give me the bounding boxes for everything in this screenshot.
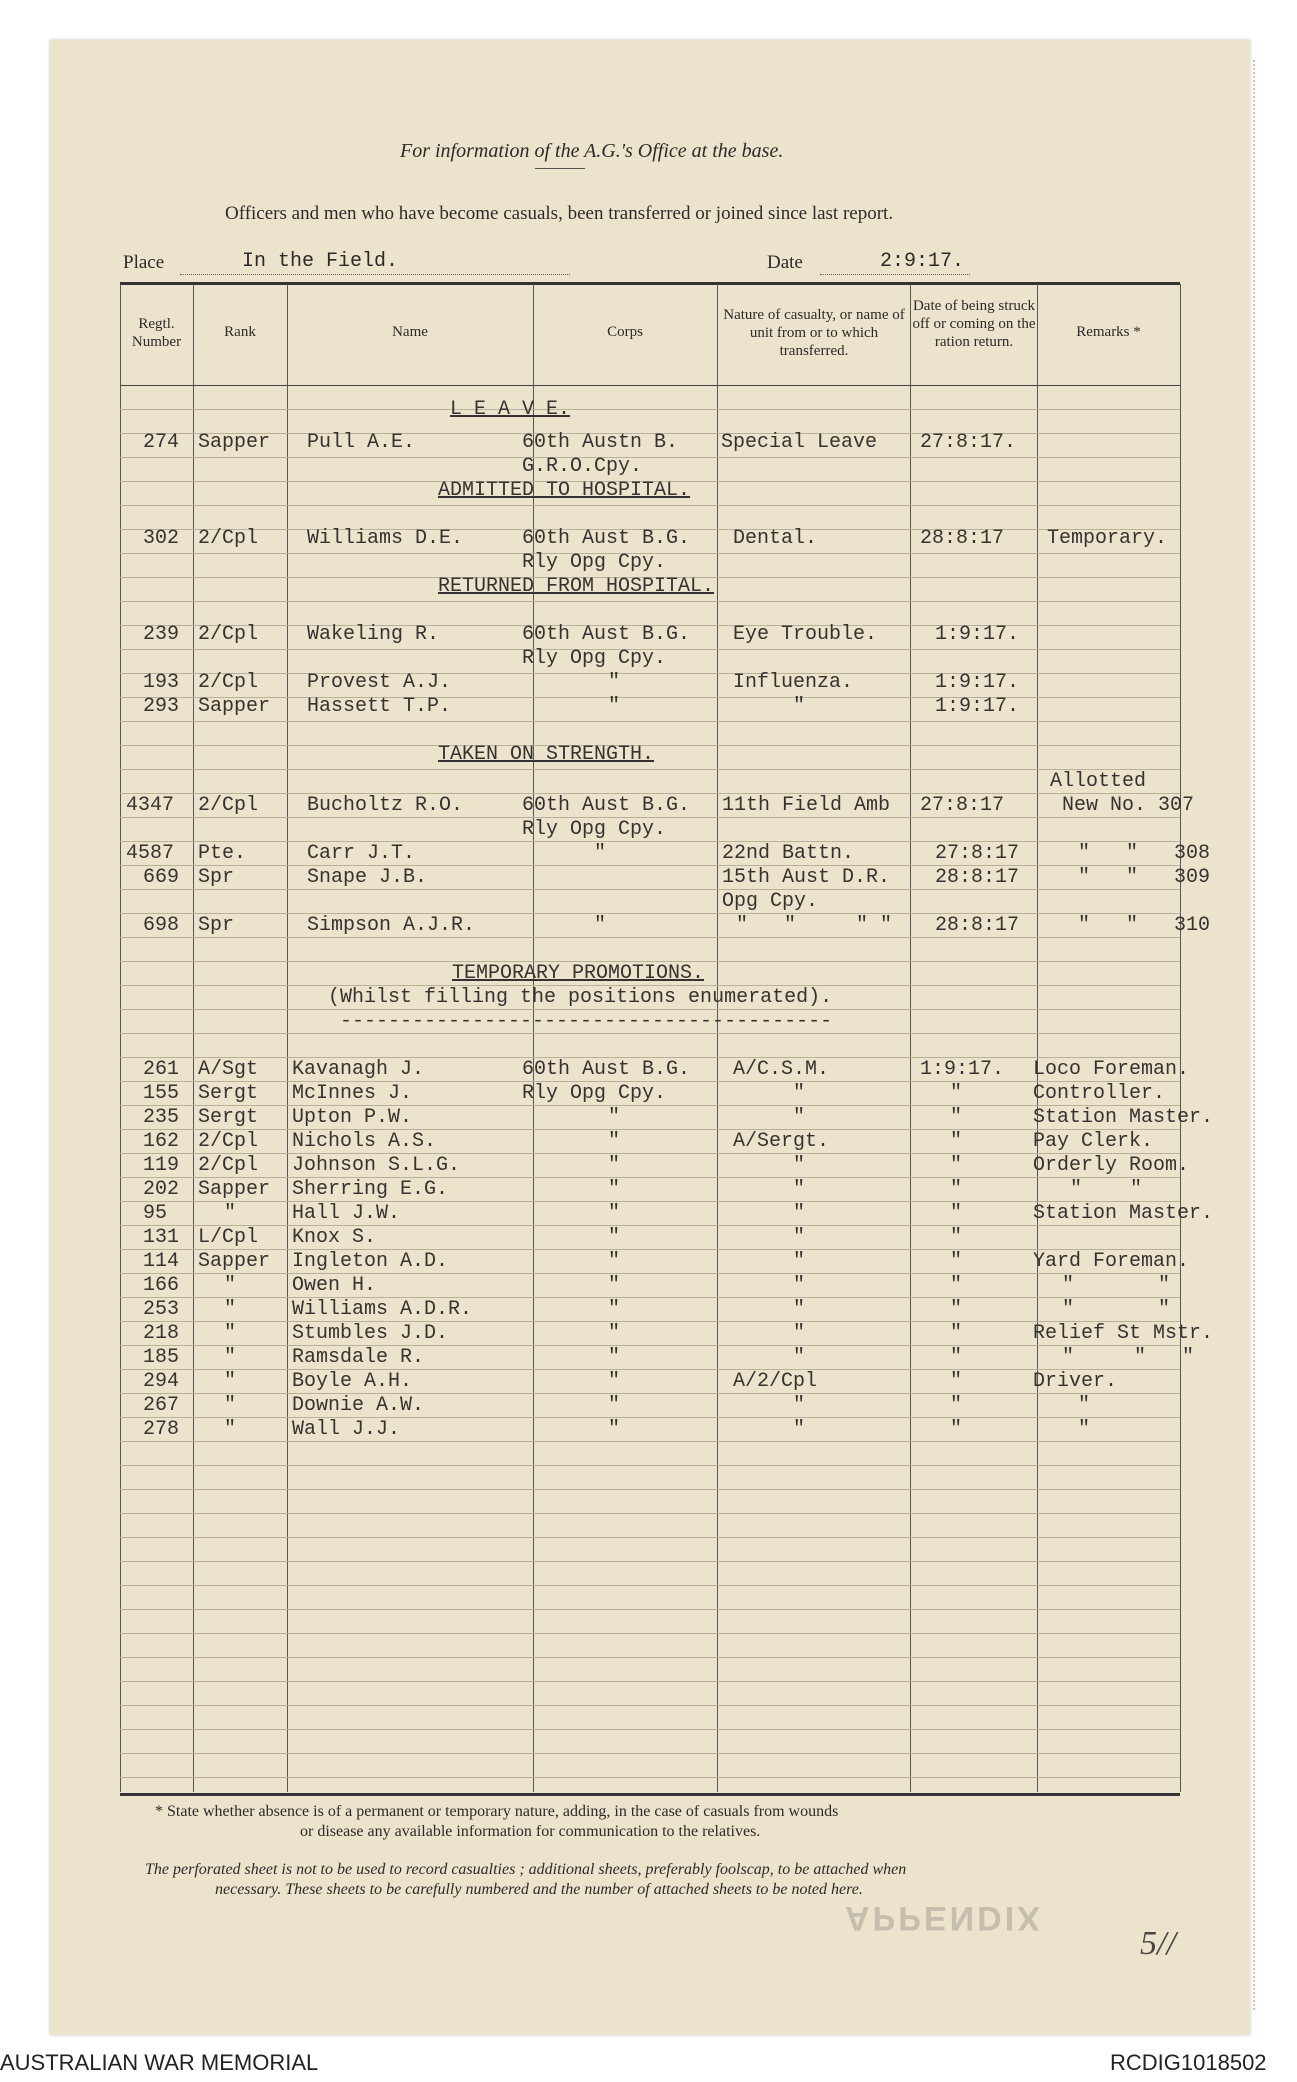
section-heading: L E A V E. bbox=[450, 398, 571, 421]
handwritten-mark: 5// bbox=[1140, 1925, 1176, 1962]
ruled-line bbox=[120, 1153, 1180, 1154]
entry-cell: Ingleton A.D. bbox=[292, 1250, 449, 1273]
entry-cell: Station Master. bbox=[1033, 1202, 1214, 1225]
entry-cell: 27:8:17. bbox=[920, 431, 1017, 454]
entry-cell: Opg Cpy. bbox=[722, 890, 819, 913]
entry-cell: " bbox=[608, 1106, 621, 1129]
entry-cell: " bbox=[608, 1202, 621, 1225]
entry-cell: Nichols A.S. bbox=[292, 1130, 437, 1153]
form-subheading: Officers and men who have become casuals, been transferred or joined since last report. bbox=[225, 203, 894, 224]
entry-cell: 278 bbox=[143, 1418, 180, 1441]
entry-cell: 1:9:17. bbox=[935, 623, 1020, 646]
entry-cell: 22nd Battn. bbox=[722, 842, 855, 865]
entry-cell: Ramsdale R. bbox=[292, 1346, 425, 1369]
entry-cell: 669 bbox=[143, 866, 180, 889]
entry-cell: 185 bbox=[143, 1346, 180, 1369]
entry-cell: " bbox=[1078, 1394, 1091, 1417]
entry-cell: A/C.S.M. bbox=[733, 1058, 830, 1081]
entry-cell: " bbox=[793, 1298, 806, 1321]
entry-cell: Williams D.E. bbox=[307, 527, 464, 550]
footnote-state: * State whether absence is of a permanent or temporary nature, adding, in the case of casuals from wounds bbox=[155, 1803, 839, 1820]
entry-cell: 1:9:17. bbox=[935, 671, 1020, 694]
entry-cell: " bbox=[950, 1274, 963, 1297]
entry-cell: Owen H. bbox=[292, 1274, 377, 1297]
entry-cell: " bbox=[224, 1346, 237, 1369]
entry-cell: " bbox=[793, 1418, 806, 1441]
date-value: 2:9:17. bbox=[880, 250, 965, 273]
ruled-line bbox=[120, 1537, 1180, 1538]
entry-cell: " bbox=[950, 1370, 963, 1393]
ruled-line bbox=[120, 697, 1180, 698]
entry-cell: " " bbox=[1062, 1274, 1171, 1297]
column-header-rank: Rank bbox=[224, 324, 256, 340]
entry-cell: Pay Clerk. bbox=[1033, 1130, 1154, 1153]
entry-cell: Williams A.D.R. bbox=[292, 1298, 473, 1321]
entry-cell: A/Sergt. bbox=[733, 1130, 830, 1153]
ruled-line bbox=[120, 1201, 1180, 1202]
entry-cell: " bbox=[608, 1322, 621, 1345]
entry-cell: Carr J.T. bbox=[307, 842, 416, 865]
ruled-line bbox=[120, 1105, 1180, 1106]
entry-cell: 2/Cpl bbox=[198, 1130, 259, 1153]
entry-cell: 1:9:17. bbox=[935, 695, 1020, 718]
entry-cell: Wakeling R. bbox=[307, 623, 440, 646]
entry-cell: New No. 307 bbox=[1062, 794, 1195, 817]
entry-cell: " bbox=[608, 671, 621, 694]
entry-cell: " bbox=[950, 1178, 963, 1201]
entry-cell: 2/Cpl bbox=[198, 794, 259, 817]
entry-cell: Station Master. bbox=[1033, 1106, 1214, 1129]
table-top-rule bbox=[120, 282, 1180, 285]
entry-cell: " bbox=[950, 1082, 963, 1105]
entry-cell: Johnson S.L.G. bbox=[292, 1154, 461, 1177]
entry-cell: " " 310 bbox=[1078, 914, 1211, 937]
entry-cell: Relief St Mstr. bbox=[1033, 1322, 1214, 1345]
column-divider bbox=[287, 284, 288, 1792]
entry-cell: 4347 bbox=[126, 794, 175, 817]
entry-cell: " bbox=[793, 1202, 806, 1225]
entry-cell: 193 bbox=[143, 671, 180, 694]
ruled-line bbox=[120, 1609, 1180, 1610]
ruled-line bbox=[120, 1225, 1180, 1226]
entry-cell: Provest A.J. bbox=[307, 671, 452, 694]
date-label: Date bbox=[767, 252, 803, 273]
ruled-line bbox=[120, 1129, 1180, 1130]
entry-cell: " bbox=[594, 914, 607, 937]
entry-cell: " bbox=[793, 1106, 806, 1129]
ruled-line bbox=[120, 1465, 1180, 1466]
entry-cell: 114 bbox=[143, 1250, 180, 1273]
entry-cell: " bbox=[608, 1130, 621, 1153]
entry-cell: Sapper bbox=[198, 1178, 271, 1201]
section-heading: TEMPORARY PROMOTIONS. bbox=[452, 962, 705, 985]
entry-cell: " bbox=[608, 1274, 621, 1297]
entry-cell: A/2/Cpl bbox=[733, 1370, 818, 1393]
entry-cell: " bbox=[608, 1154, 621, 1177]
entry-cell: 155 bbox=[143, 1082, 180, 1105]
place-dotted-line bbox=[180, 274, 570, 275]
ruled-line bbox=[120, 1297, 1180, 1298]
entry-cell: " bbox=[950, 1322, 963, 1345]
entry-cell: 218 bbox=[143, 1322, 180, 1345]
entry-cell: " bbox=[950, 1394, 963, 1417]
entry-cell: " " 309 bbox=[1078, 866, 1211, 889]
entry-cell: 95 bbox=[143, 1202, 168, 1225]
entry-cell: 235 bbox=[143, 1106, 180, 1129]
entry-cell: 4587 bbox=[126, 842, 175, 865]
entry-cell: Eye Trouble. bbox=[733, 623, 878, 646]
entry-cell: Snape J.B. bbox=[307, 866, 428, 889]
entry-cell: 302 bbox=[143, 527, 180, 550]
table-bottom-rule bbox=[120, 1793, 1180, 1796]
entry-cell: " " bbox=[1070, 1178, 1143, 1201]
entry-cell: " " 308 bbox=[1078, 842, 1211, 865]
entry-cell: " bbox=[950, 1298, 963, 1321]
ruled-line bbox=[120, 769, 1180, 770]
entry-cell: " bbox=[950, 1346, 963, 1369]
entry-cell: Sapper bbox=[198, 431, 271, 454]
entry-cell: Kavanagh J. bbox=[292, 1058, 425, 1081]
ruled-line bbox=[120, 865, 1180, 866]
entry-cell: Stumbles J.D. bbox=[292, 1322, 449, 1345]
ruled-line bbox=[120, 913, 1180, 914]
info-heading: For information of the A.G.'s Office at the base. bbox=[400, 140, 784, 162]
entry-cell: Sergt bbox=[198, 1082, 259, 1105]
entry-cell: " bbox=[608, 1226, 621, 1249]
ruled-line bbox=[120, 1657, 1180, 1658]
entry-cell: Wall J.J. bbox=[292, 1418, 401, 1441]
ruled-line bbox=[120, 1489, 1180, 1490]
entry-cell: " bbox=[224, 1274, 237, 1297]
ruled-line bbox=[120, 1273, 1180, 1274]
entry-cell: 162 bbox=[143, 1130, 180, 1153]
entry-cell: ----------------------------------------- bbox=[340, 1010, 833, 1033]
entry-cell: Dental. bbox=[733, 527, 818, 550]
entry-cell: 27:8:17 bbox=[935, 842, 1020, 865]
entry-cell: " bbox=[224, 1418, 237, 1441]
ruled-line bbox=[120, 1633, 1180, 1634]
entry-cell: " bbox=[608, 1418, 621, 1441]
entry-cell: " bbox=[950, 1226, 963, 1249]
ruled-line bbox=[120, 1777, 1180, 1778]
entry-cell: Temporary. bbox=[1047, 527, 1168, 550]
entry-cell: " bbox=[950, 1106, 963, 1129]
ruled-line bbox=[120, 1393, 1180, 1394]
entry-cell: (Whilst filling the positions enumerated). bbox=[328, 986, 833, 1009]
entry-cell: Sherring E.G. bbox=[292, 1178, 449, 1201]
entry-cell: Knox S. bbox=[292, 1226, 377, 1249]
entry-cell: " bbox=[224, 1298, 237, 1321]
entry-cell: Simpson A.J.R. bbox=[307, 914, 476, 937]
entry-cell: " bbox=[608, 1370, 621, 1393]
entry-cell: 293 bbox=[143, 695, 180, 718]
ruled-line bbox=[120, 1585, 1180, 1586]
entry-cell: Pte. bbox=[198, 842, 247, 865]
column-header-nature: Nature of casualty, or name of unit from or to which transferred. bbox=[723, 307, 905, 359]
ruled-line bbox=[120, 1753, 1180, 1754]
ruled-line bbox=[120, 1705, 1180, 1706]
entry-cell: Hall J.W. bbox=[292, 1202, 401, 1225]
ruled-line bbox=[120, 1417, 1180, 1418]
entry-cell: Yard Foreman. bbox=[1033, 1250, 1190, 1273]
ruled-line bbox=[120, 889, 1180, 890]
entry-cell: 11th Field Amb bbox=[722, 794, 891, 817]
ruled-line bbox=[120, 1729, 1180, 1730]
entry-cell: " bbox=[594, 842, 607, 865]
entry-cell: Influenza. bbox=[733, 671, 854, 694]
ruled-line bbox=[120, 1369, 1180, 1370]
entry-cell: 131 bbox=[143, 1226, 180, 1249]
entry-cell: Allotted bbox=[1050, 770, 1147, 793]
ruled-line bbox=[120, 601, 1180, 602]
ruled-line bbox=[120, 1033, 1180, 1034]
entry-cell: " bbox=[950, 1130, 963, 1153]
entry-cell: 2/Cpl bbox=[198, 671, 259, 694]
entry-cell: " bbox=[793, 1346, 806, 1369]
entry-cell: Upton P.W. bbox=[292, 1106, 413, 1129]
entry-cell: Special Leave bbox=[721, 431, 878, 454]
section-heading: ADMITTED TO HOSPITAL. bbox=[438, 479, 691, 502]
entry-cell: 1:9:17. bbox=[920, 1058, 1005, 1081]
entry-cell: 2/Cpl bbox=[198, 623, 259, 646]
column-header-name: Name bbox=[392, 324, 428, 340]
entry-cell: Driver. bbox=[1033, 1370, 1118, 1393]
entry-cell: " bbox=[1078, 1418, 1091, 1441]
footnote-state-continued: or disease any available information for communication to the relatives. bbox=[300, 1823, 761, 1840]
entry-cell: " " bbox=[1062, 1298, 1171, 1321]
entry-cell: Rly Opg Cpy. bbox=[522, 1082, 667, 1105]
entry-cell: 28:8:17 bbox=[920, 527, 1005, 550]
entry-cell: " bbox=[224, 1202, 237, 1225]
appendix-stamp: APPENDIX bbox=[845, 1899, 1043, 1937]
entry-cell: Rly Opg Cpy. bbox=[522, 818, 667, 841]
entry-cell: Boyle A.H. bbox=[292, 1370, 413, 1393]
entry-cell: 2/Cpl bbox=[198, 527, 259, 550]
ruled-line bbox=[120, 673, 1180, 674]
entry-cell: 28:8:17 bbox=[935, 914, 1020, 937]
entry-cell: L/Cpl bbox=[198, 1226, 259, 1249]
ruled-line bbox=[120, 721, 1180, 722]
entry-cell: 60th Aust B.G. bbox=[522, 527, 691, 550]
entry-cell: Bucholtz R.O. bbox=[307, 794, 464, 817]
entry-cell: " bbox=[608, 1394, 621, 1417]
entry-cell: " bbox=[608, 695, 621, 718]
entry-cell: 202 bbox=[143, 1178, 180, 1201]
entry-cell: 253 bbox=[143, 1298, 180, 1321]
entry-cell: 60th Austn B. bbox=[522, 431, 679, 454]
entry-cell: " bbox=[224, 1394, 237, 1417]
section-heading: TAKEN ON STRENGTH. bbox=[438, 743, 655, 766]
entry-cell: " bbox=[793, 1250, 806, 1273]
entry-cell: " bbox=[950, 1202, 963, 1225]
entry-cell: " " " " bbox=[736, 914, 893, 937]
column-header-date: Date of being struck off or coming on the ration return. bbox=[912, 298, 1036, 350]
ruled-line bbox=[120, 409, 1180, 410]
place-label: Place bbox=[123, 252, 165, 273]
entry-cell: " bbox=[608, 1250, 621, 1273]
column-divider bbox=[193, 284, 194, 1792]
column-header-corps: Corps bbox=[607, 324, 643, 340]
entry-cell: G.R.O.Cpy. bbox=[522, 455, 643, 478]
entry-cell: " bbox=[224, 1370, 237, 1393]
ruled-line bbox=[120, 1561, 1180, 1562]
entry-cell: " bbox=[950, 1418, 963, 1441]
entry-cell: " bbox=[608, 1298, 621, 1321]
column-divider bbox=[1037, 284, 1038, 1792]
ruled-line bbox=[120, 841, 1180, 842]
entry-cell: Spr bbox=[198, 866, 235, 889]
entry-cell: " bbox=[950, 1154, 963, 1177]
entry-cell: " bbox=[608, 1178, 621, 1201]
column-divider bbox=[717, 284, 718, 1792]
footnote-perforated: The perforated sheet is not to be used to record casualties ; additional sheets, preferably foolscap, to be attached when bbox=[145, 1861, 907, 1878]
entry-cell: " bbox=[793, 1394, 806, 1417]
entry-cell: " bbox=[793, 1322, 806, 1345]
entry-cell: Loco Foreman. bbox=[1033, 1058, 1190, 1081]
entry-cell: 274 bbox=[143, 431, 180, 454]
entry-cell: Sergt bbox=[198, 1106, 259, 1129]
entry-cell: Sapper bbox=[198, 1250, 271, 1273]
entry-cell: 60th Aust B.G. bbox=[522, 623, 691, 646]
entry-cell: Hassett T.P. bbox=[307, 695, 452, 718]
entry-cell: " bbox=[793, 695, 806, 718]
entry-cell: " bbox=[793, 1082, 806, 1105]
entry-cell: 2/Cpl bbox=[198, 1154, 259, 1177]
entry-cell: 698 bbox=[143, 914, 180, 937]
entry-cell: Downie A.W. bbox=[292, 1394, 425, 1417]
ruled-line bbox=[120, 1345, 1180, 1346]
perforation-edge bbox=[1253, 60, 1257, 2010]
entry-cell: " bbox=[608, 1346, 621, 1369]
ruled-line bbox=[120, 937, 1180, 938]
section-heading: RETURNED FROM HOSPITAL. bbox=[438, 575, 715, 598]
entry-cell: Controller. bbox=[1033, 1082, 1166, 1105]
entry-cell: Rly Opg Cpy. bbox=[522, 647, 667, 670]
entry-cell: " bbox=[793, 1178, 806, 1201]
entry-cell: " bbox=[793, 1274, 806, 1297]
entry-cell: Orderly Room. bbox=[1033, 1154, 1190, 1177]
entry-cell: Spr bbox=[198, 914, 235, 937]
column-divider bbox=[120, 284, 121, 1792]
column-divider bbox=[1180, 284, 1181, 1792]
entry-cell: Rly Opg Cpy. bbox=[522, 551, 667, 574]
entry-cell: 15th Aust D.R. bbox=[722, 866, 891, 889]
entry-cell: " bbox=[793, 1154, 806, 1177]
entry-cell: 294 bbox=[143, 1370, 180, 1393]
entry-cell: 166 bbox=[143, 1274, 180, 1297]
entry-cell: 28:8:17 bbox=[935, 866, 1020, 889]
entry-cell: 60th Aust B.G. bbox=[522, 794, 691, 817]
entry-cell: Pull A.E. bbox=[307, 431, 416, 454]
ruled-line bbox=[120, 1513, 1180, 1514]
entry-cell: " " " bbox=[1062, 1346, 1195, 1369]
column-header-remarks: Remarks * bbox=[1076, 324, 1141, 340]
entry-cell: " bbox=[950, 1250, 963, 1273]
entry-cell: A/Sgt bbox=[198, 1058, 259, 1081]
ruled-line bbox=[120, 1249, 1180, 1250]
entry-cell: 119 bbox=[143, 1154, 180, 1177]
ruled-line bbox=[120, 1441, 1180, 1442]
entry-cell: 261 bbox=[143, 1058, 180, 1081]
entry-cell: " bbox=[793, 1226, 806, 1249]
column-divider bbox=[910, 284, 911, 1792]
ruled-line bbox=[120, 1177, 1180, 1178]
ruled-line bbox=[120, 1321, 1180, 1322]
entry-cell: " bbox=[224, 1322, 237, 1345]
entry-cell: 239 bbox=[143, 623, 180, 646]
credit-left: AUSTRALIAN WAR MEMORIAL bbox=[0, 2050, 319, 2075]
ruled-line bbox=[120, 505, 1180, 506]
entry-cell: Sapper bbox=[198, 695, 271, 718]
footnote-perforated-continued: necessary. These sheets to be carefully numbered and the number of attached sheets to be noted here. bbox=[215, 1881, 863, 1898]
table-header-rule bbox=[120, 385, 1180, 386]
heading-underline bbox=[535, 168, 585, 169]
ruled-line bbox=[120, 1681, 1180, 1682]
entry-cell: 267 bbox=[143, 1394, 180, 1417]
entry-cell: 27:8:17 bbox=[920, 794, 1005, 817]
entry-cell: 60th Aust B.G. bbox=[522, 1058, 691, 1081]
column-divider bbox=[533, 284, 534, 1792]
column-header-regtl: Regtl. Number bbox=[131, 316, 182, 350]
entry-cell: McInnes J. bbox=[292, 1082, 413, 1105]
date-dotted-line bbox=[820, 274, 970, 275]
credit-right: RCDIG1018502 bbox=[1110, 2050, 1267, 2075]
ruled-line bbox=[120, 457, 1180, 458]
place-value: In the Field. bbox=[242, 250, 399, 273]
